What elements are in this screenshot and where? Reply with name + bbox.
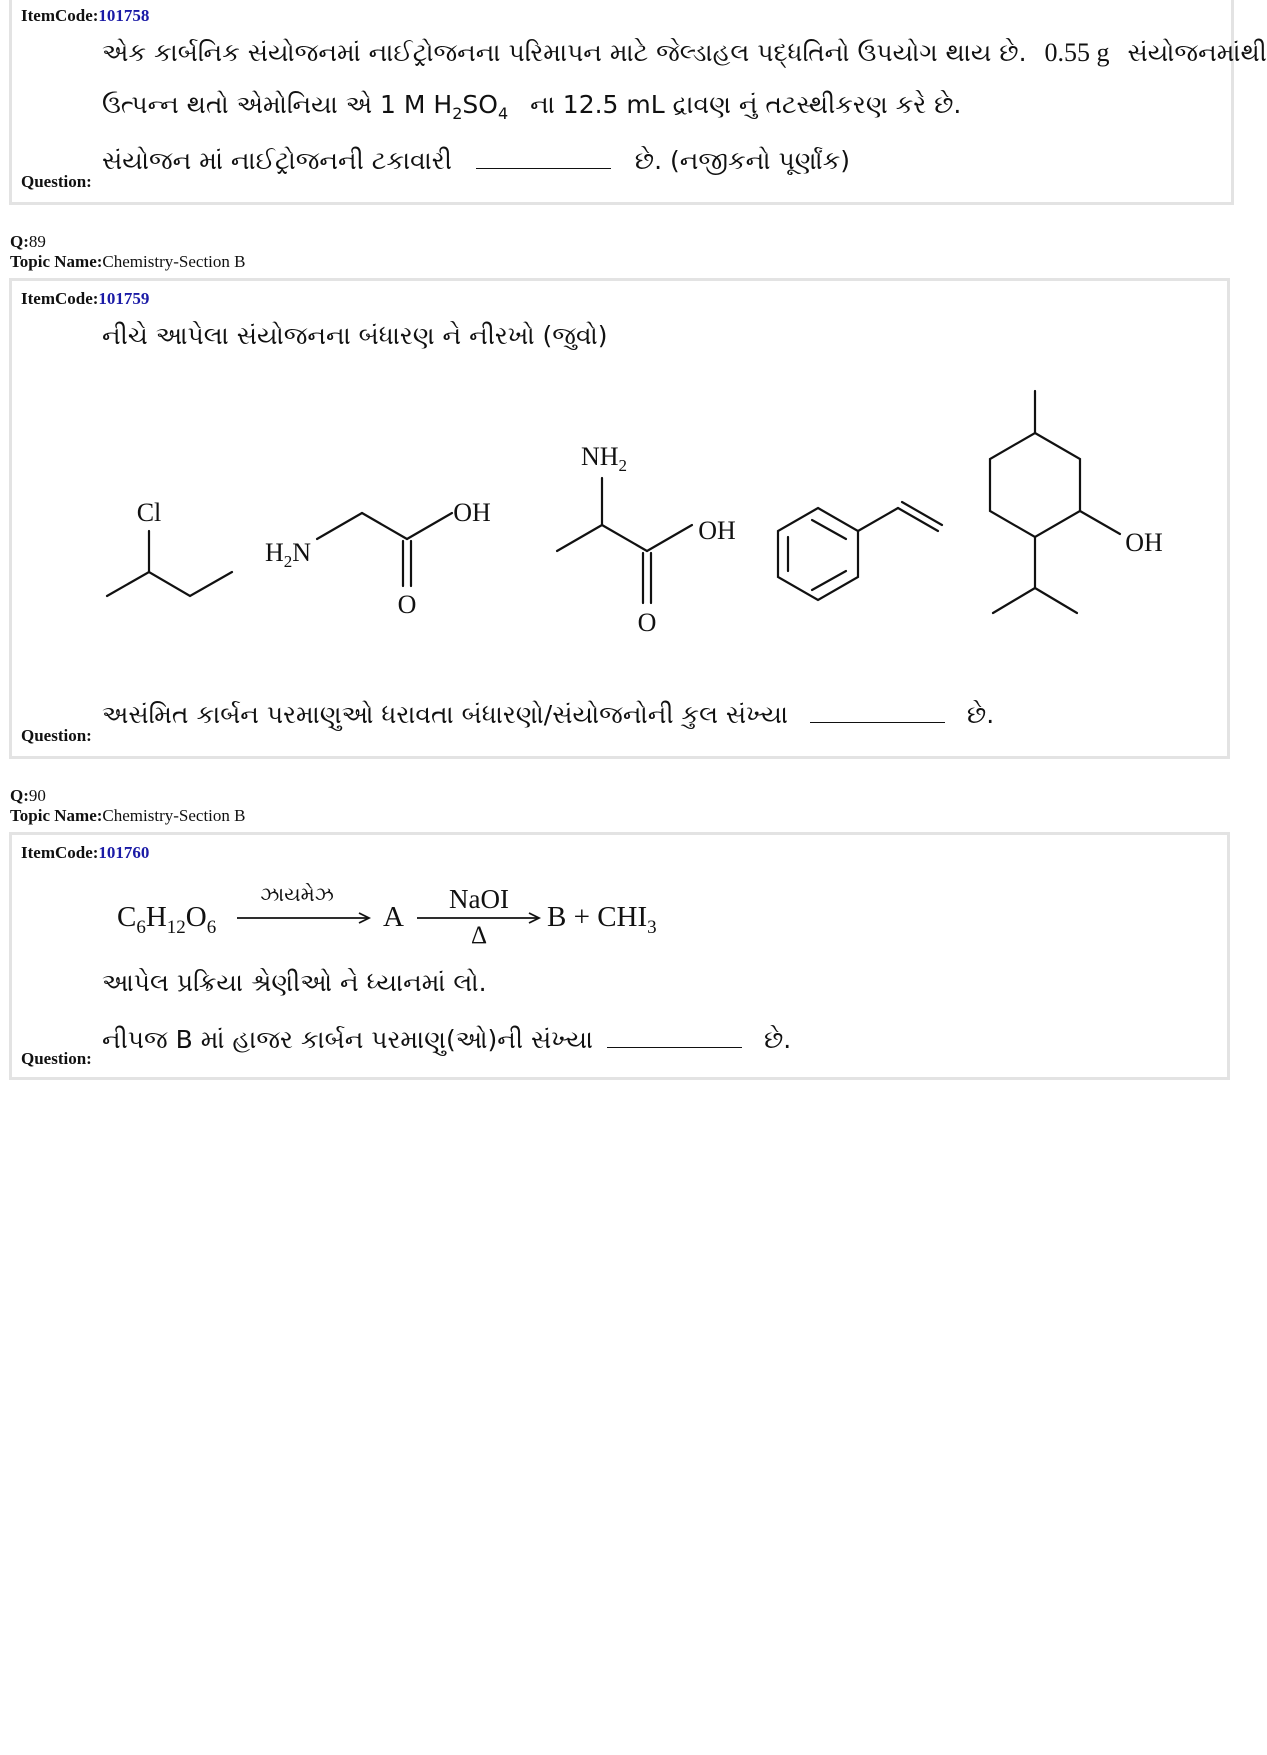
question-meta-89 xyxy=(10,232,245,272)
atom-oh: OH xyxy=(698,516,736,545)
structure-styrene xyxy=(778,502,942,600)
text-segment: છે. (નજીકનો પૂર્ણાંક) xyxy=(634,146,851,175)
question-text xyxy=(102,1025,791,1055)
question-card-101758 xyxy=(9,0,1267,205)
question-text xyxy=(102,700,994,730)
question-meta-90 xyxy=(10,786,245,826)
text-segment: SO xyxy=(462,90,498,119)
item-code-label: ItemCode: xyxy=(21,6,99,25)
atom-o: O xyxy=(397,590,417,619)
item-code-row xyxy=(21,843,149,863)
structure-2-chlorobutane xyxy=(107,531,232,596)
text-segment: સંયોજનમાંથી xyxy=(1127,38,1267,67)
topic-label: Topic Name: xyxy=(10,806,103,825)
item-code-label: ItemCode: xyxy=(21,289,99,308)
question-text-line-1 xyxy=(102,38,1267,68)
subscript: 2 xyxy=(452,104,463,123)
question-intro: નીચે આપેલા સંયોજનના બંધારણ ને નીરખો (જુવો) xyxy=(102,321,608,350)
atom-o: O xyxy=(637,608,657,637)
arrow2-condition: Δ xyxy=(470,922,488,949)
q-number: 89 xyxy=(28,232,46,251)
question-text-line-2 xyxy=(102,90,961,123)
mass-value: 0.55 g xyxy=(1044,38,1110,67)
intermediate-a: A xyxy=(383,901,404,933)
question-label: Question: xyxy=(21,1049,92,1068)
arrow1-reagent: ઝાયમેઝ xyxy=(260,884,334,906)
item-code-label: ItemCode: xyxy=(21,843,99,862)
q-label: Q: xyxy=(10,786,29,805)
item-code-row xyxy=(21,6,149,26)
question-text-line-3 xyxy=(102,146,850,176)
answer-blank xyxy=(607,1047,742,1048)
reactant-formula: $C_6H_{12}O_6$ xyxy=(117,901,217,938)
atom-nh2: $NH_2$ xyxy=(580,442,628,475)
item-code-value: 101760 xyxy=(98,843,150,862)
answer-blank xyxy=(810,722,945,723)
atom-oh: OH xyxy=(1125,528,1163,557)
atom-cl: Cl xyxy=(136,498,162,527)
question-card-101759 xyxy=(9,278,1230,759)
question-label: Question: xyxy=(21,172,92,191)
text-segment: છે. xyxy=(966,700,995,729)
subscript: 4 xyxy=(497,104,509,123)
structure-glycine xyxy=(317,513,452,586)
text-segment: છે. xyxy=(763,1025,792,1054)
item-code-value: 101759 xyxy=(98,289,150,308)
text-segment: અસંમિત કાર્બન પરમાણુઓ ધરાવતા બંધારણો/સંયોજનોની કુલ સંખ્યા xyxy=(102,700,788,729)
text-segment: ઉત્પન્ન થતો એમોનિયા એ 1 M H xyxy=(102,90,453,119)
structure-alanine xyxy=(557,478,692,603)
text-segment: સંયોજન માં નાઈટ્રોજનની ટકાવારી xyxy=(102,146,452,175)
topic-name: Chemistry-Section B xyxy=(102,806,246,825)
answer-blank xyxy=(476,168,611,169)
question-label: Question: xyxy=(21,726,92,745)
text-segment: નીપજ B માં હાજર કાર્બન પરમાણુ(ઓ)ની સંખ્યા xyxy=(102,1025,594,1054)
atom-h2n: $H_2N$ xyxy=(264,538,312,571)
product-formula: $B + CHI_3$ xyxy=(547,901,657,938)
structure-menthol xyxy=(990,391,1120,613)
instruction-text: આપેલ પ્રક્રિયા શ્રેણીઓ ને ધ્યાનમાં લો. xyxy=(102,968,487,997)
reaction-scheme xyxy=(107,873,747,953)
item-code-value: 101758 xyxy=(98,6,150,25)
arrow2-reagent: NaOI xyxy=(449,884,509,914)
topic-label: Topic Name: xyxy=(10,252,103,271)
item-code-row xyxy=(21,289,149,309)
q-number: 90 xyxy=(28,786,46,805)
topic-name: Chemistry-Section B xyxy=(102,252,246,271)
atom-oh: OH xyxy=(453,498,491,527)
q-label: Q: xyxy=(10,232,29,251)
text-segment: ના 12.5 mL દ્રાવણ નું તટસ્થીકરણ કરે છે. xyxy=(530,90,962,119)
question-card-101760 xyxy=(9,832,1230,1080)
chemical-structures xyxy=(12,391,1227,691)
text-segment: એક કાર્બનિક સંયોજનમાં નાઈટ્રોજનના પરિમાપન માટે જેલ્ડાહલ પદ્ધતિનો ઉપયોગ થાય છે. xyxy=(102,38,1027,67)
